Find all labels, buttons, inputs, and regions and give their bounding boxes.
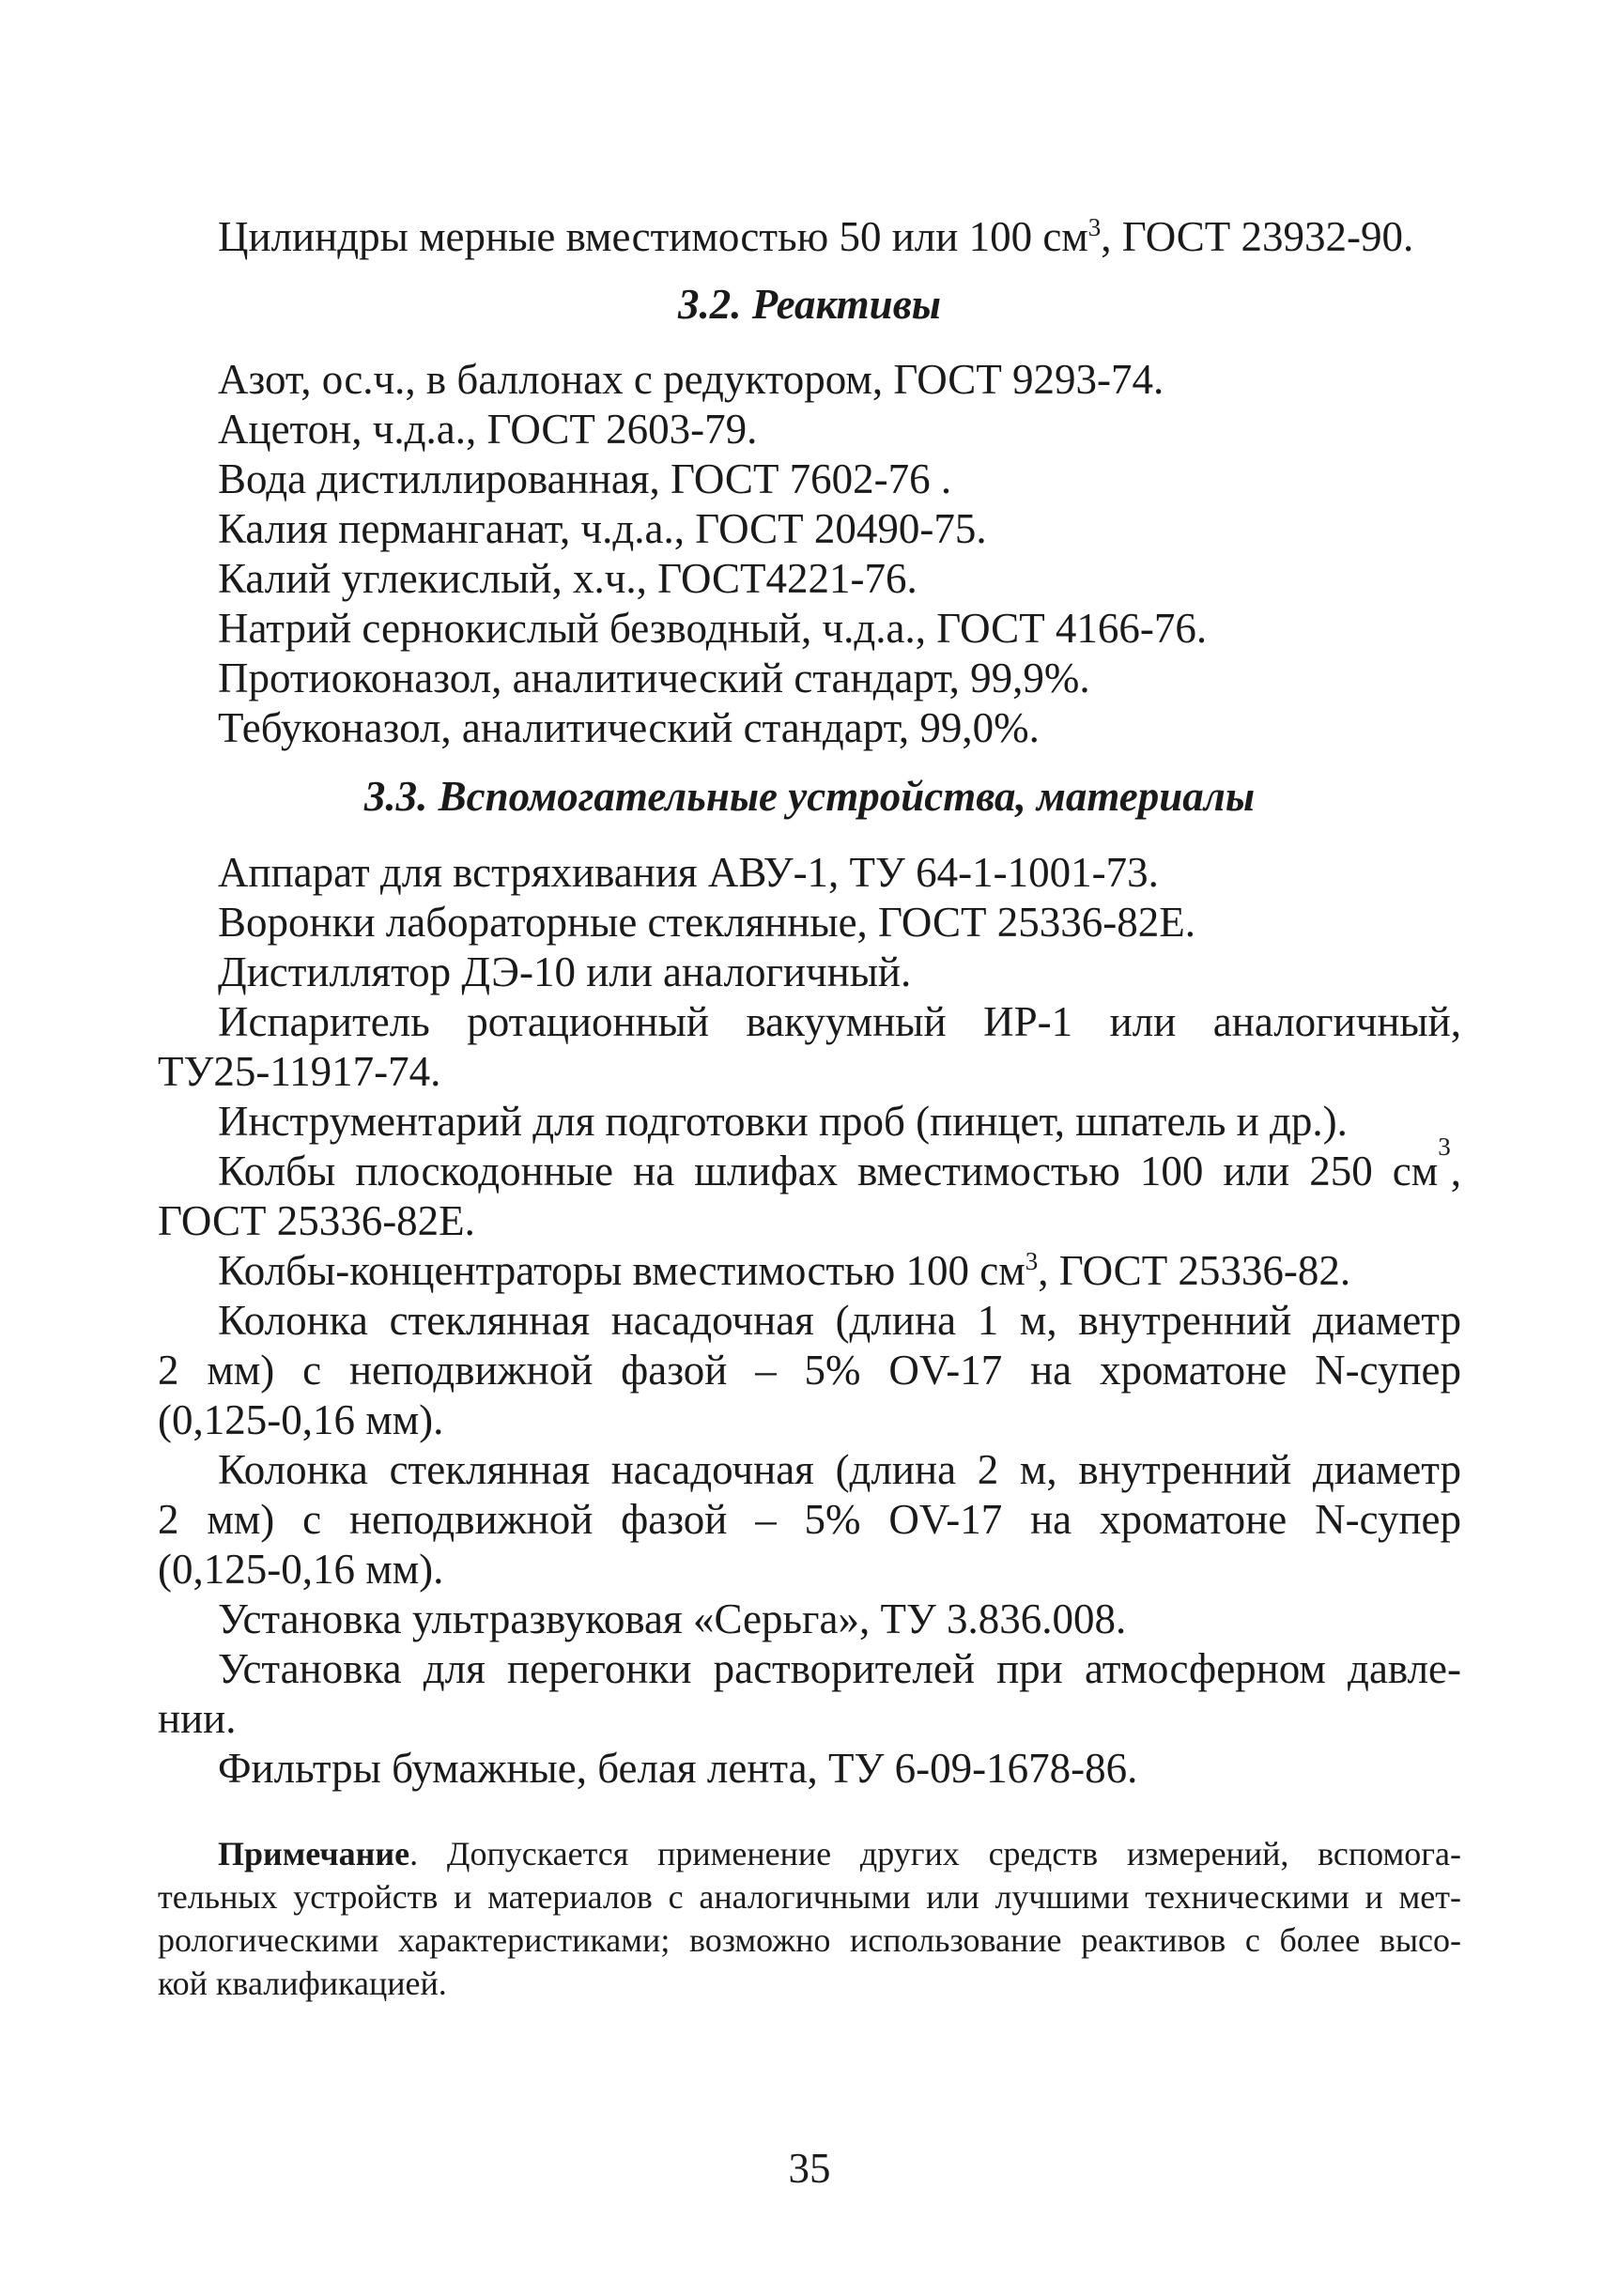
aux-line: Воронки лабораторные стеклянные, ГОСТ 25336-82Е. [218, 899, 1195, 946]
reagent-item: Протиоконазол, аналитический стандарт, 99,9%. [218, 655, 1090, 701]
aux-line: ТУ25-11917-74. [158, 1048, 441, 1095]
aux-line: Установка для перегонки растворителей при атмосферном давле- [218, 1645, 1461, 1692]
aux-line: Испаритель ротационный вакуумный ИР-1 или аналогичный, [218, 998, 1461, 1045]
section-heading-aux: 3.3. Вспомогательные устройства, материалы [363, 773, 1256, 820]
reagent-item: Натрий сернокислый безводный, ч.д.а., ГОСТ 4166-76. [218, 605, 1208, 652]
aux-line-flasks: Колбы плоскодонные на шлифах вместимостью 100 или 250 см 3 , [218, 1133, 1461, 1194]
document-page [158, 0, 1461, 2296]
note-line: кой квалификацией. [158, 1965, 447, 2002]
aux-line: 2 мм) с неподвижной фазой – 5% OV-17 на хроматоне N-супер [158, 1347, 1461, 1394]
aux-line: Аппарат для встряхивания АВУ-1, ТУ 64-1-1001-73. [218, 849, 1159, 896]
note-line: тельных устройств и материалов с аналогичными или лучшими техническими и мет- [158, 1878, 1461, 1916]
aux-line: 2 мм) с неподвижной фазой – 5% OV-17 на хроматоне N-супер [158, 1496, 1461, 1543]
note-label: Примечание [218, 1835, 410, 1872]
aux-line: (0,125-0,16 мм). [158, 1396, 444, 1443]
aux-line: Колонка стеклянная насадочная (длина 1 м, внутренний диаметр [218, 1297, 1461, 1344]
note-line: Примечание. Допускается применение других средств измерений, вспомога- [218, 1835, 1461, 1872]
aux-line: нии. [158, 1695, 237, 1742]
section-heading-reagents: 3.2. Реактивы [677, 281, 942, 328]
reagent-item: Калия перманганат, ч.д.а., ГОСТ 20490-75. [218, 505, 987, 552]
aux-line: Колонка стеклянная насадочная (длина 2 м, внутренний диаметр [218, 1446, 1461, 1493]
reagent-item: Ацетон, ч.д.а., ГОСТ 2603-79. [218, 406, 758, 453]
reagent-item: Калий углекислый, х.ч., ГОСТ4221-76. [218, 555, 917, 602]
aux-line-concentrators: Колбы-концентраторы вместимостью 100 $см^3$, ГОСТ 25336-82. [218, 1247, 1351, 1294]
reagent-item: Азот, ос.ч., в баллонах с редуктором, ГОСТ 9293-74. [218, 356, 1164, 403]
aux-line: Фильтры бумажные, белая лента, ТУ 6-09-1678-86. [218, 1745, 1138, 1792]
note-line: рологическими характеристиками; возможно использование реактивов с более высо- [158, 1921, 1461, 1959]
aux-line: Дистиллятор ДЭ-10 или аналогичный. [218, 948, 912, 995]
aux-line: ГОСТ 25336-82Е. [158, 1197, 475, 1244]
aux-line: (0,125-0,16 мм). [158, 1546, 444, 1593]
aux-line: Установка ультразвуковая «Серьга», ТУ 3.836.008. [218, 1595, 1127, 1642]
reagent-item: Вода дистиллированная, ГОСТ 7602-76 . [218, 455, 952, 502]
aux-line: Инструментарий для подготовки проб (пинцет, шпатель и др.). [218, 1098, 1348, 1145]
page-number: 35 [788, 2145, 831, 2192]
intro-line: Цилиндры мерные вместимостью 50 или 100 $см^3$, ГОСТ 23932-90. [218, 213, 1414, 260]
reagent-item: Тебуконазол, аналитический стандарт, 99,0%. [218, 704, 1040, 751]
